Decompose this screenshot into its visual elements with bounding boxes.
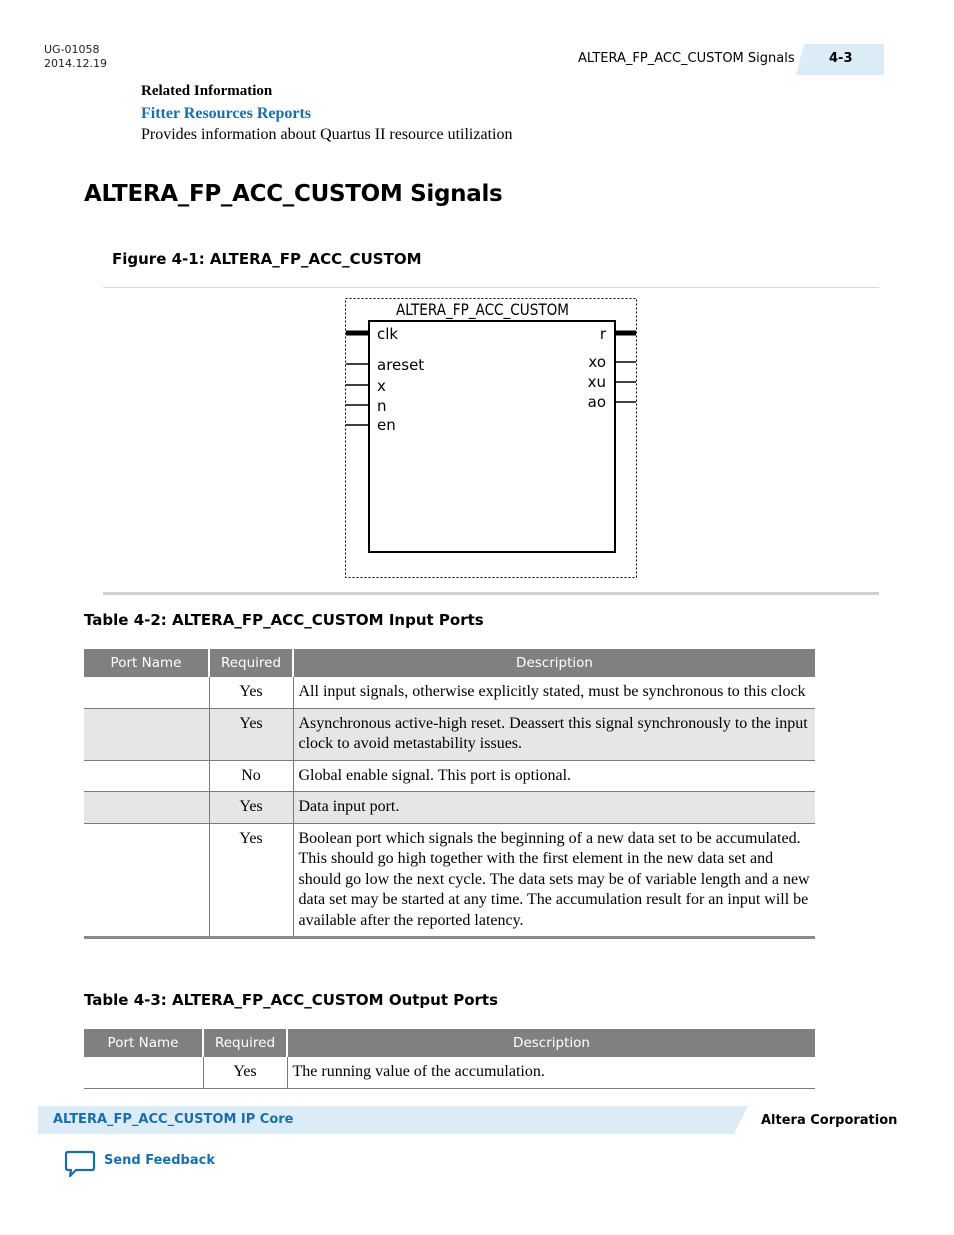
table-row <box>84 760 815 792</box>
required-cell: Yes <box>203 1057 287 1088</box>
required-cell: Yes <box>209 708 293 760</box>
description-cell: Data input port. <box>293 792 815 824</box>
figure-rule-top <box>103 287 879 288</box>
required-cell: Yes <box>209 792 293 824</box>
footer-company: Altera Corporation <box>761 1113 898 1128</box>
port-name-cell <box>84 823 209 938</box>
col-description: Description <box>293 649 815 677</box>
module-name: ALTERA_FP_ACC_CUSTOM <box>396 300 601 319</box>
description-cell: All input signals, otherwise explicitly stated, must be synchronous to this clock <box>293 677 815 708</box>
col-required: Required <box>209 649 293 677</box>
output-port-label: r <box>599 325 606 343</box>
table-row <box>84 708 815 760</box>
required-cell: No <box>209 760 293 792</box>
description-cell: Global enable signal. This port is optional. <box>293 760 815 792</box>
output-table-caption: Table 4-3: ALTERA_FP_ACC_CUSTOM Output Ports <box>84 991 499 1009</box>
description-cell: Boolean port which signals the beginning of a new data set to be accumulated. This should go high together with the first element in the new data set and should go low the next cycle. The data sets may be of variable length and a new data set may be started at any time. The accumulation result for an input will be available after the reported latency. <box>293 823 815 938</box>
doc-number: UG-01058 <box>44 43 100 56</box>
input-port-label: x <box>377 377 386 395</box>
port-name-cell <box>84 760 209 792</box>
page-number: 4-3 <box>829 51 853 66</box>
description-cell: The running value of the accumulation. <box>287 1057 815 1088</box>
output-port-label: xo <box>588 353 606 371</box>
description-cell: Asynchronous active-high reset. Deassert this signal synchronously to the input clock to avoid metastability issues. <box>293 708 815 760</box>
port-name-cell <box>84 1057 203 1088</box>
table-row <box>84 792 815 824</box>
fitter-resources-link[interactable]: Fitter Resources Reports <box>141 105 312 122</box>
table-header-row <box>84 649 815 677</box>
table-row <box>84 677 815 708</box>
table-row <box>84 823 815 938</box>
input-port-label: clk <box>377 325 399 343</box>
col-description: Description <box>287 1029 815 1057</box>
footer-doc-title: ALTERA_FP_ACC_CUSTOM IP Core <box>53 1112 294 1127</box>
header-section-title: ALTERA_FP_ACC_CUSTOM Signals <box>578 51 795 66</box>
table-header-row <box>84 1029 815 1057</box>
output-port-label: xu <box>587 373 606 391</box>
output-port-label: ao <box>587 393 606 411</box>
input-port-label: en <box>377 416 396 434</box>
port-name-cell <box>84 792 209 824</box>
port-name-cell <box>84 677 209 708</box>
feedback-bubble-icon[interactable] <box>64 1150 96 1178</box>
doc-date: 2014.12.19 <box>44 57 107 70</box>
col-port-name: Port Name <box>84 1029 203 1057</box>
col-required: Required <box>203 1029 287 1057</box>
block-diagram <box>340 294 642 584</box>
section-title: ALTERA_FP_ACC_CUSTOM Signals <box>84 181 503 207</box>
input-table-caption: Table 4-2: ALTERA_FP_ACC_CUSTOM Input Ports <box>84 611 484 629</box>
related-info-heading: Related Information <box>141 83 273 99</box>
required-cell: Yes <box>209 677 293 708</box>
related-info-description: Provides information about Quartus II resource utilization <box>141 126 513 143</box>
send-feedback-link[interactable]: Send Feedback <box>104 1153 215 1168</box>
input-port-label: n <box>377 397 387 415</box>
figure-rule-bottom <box>103 592 879 595</box>
input-ports-table <box>84 649 815 939</box>
required-cell: Yes <box>209 823 293 938</box>
output-ports-table <box>84 1029 815 1089</box>
input-port-label: areset <box>377 356 425 374</box>
figure-caption: Figure 4-1: ALTERA_FP_ACC_CUSTOM <box>112 250 422 268</box>
table-row <box>84 1057 815 1088</box>
port-name-cell <box>84 708 209 760</box>
doc-id <box>44 43 107 71</box>
col-port-name: Port Name <box>84 649 209 677</box>
